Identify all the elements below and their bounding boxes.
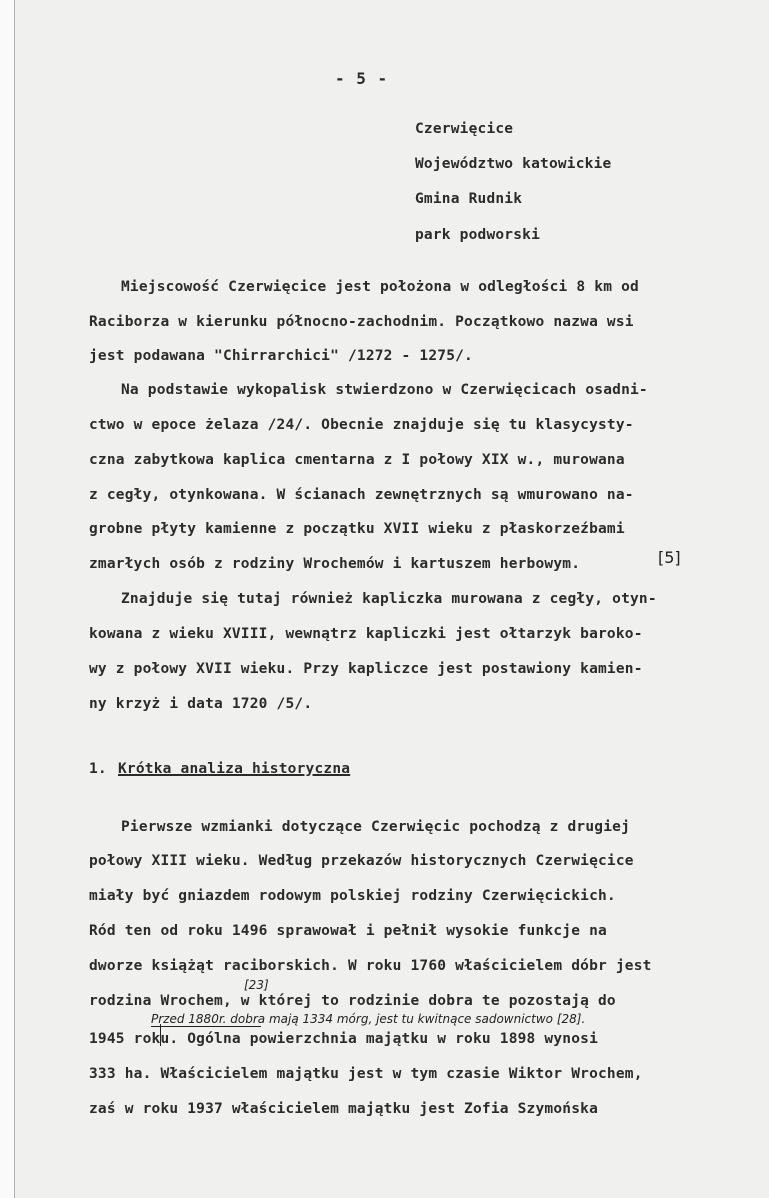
handwritten-insertion: Przed 1880r. dobra mają 1334 mórg, jest tu kwitnące sadownictwo [28]. — [151, 1012, 586, 1026]
paragraph4-line: zaś w roku 1937 właścicielem majątku jest Zofia Szymońska — [89, 1101, 598, 1117]
heading-place: Czerwięcice — [415, 121, 514, 137]
scan-left-edge — [0, 0, 14, 1198]
paragraph4-line: 333 ha. Właścicielem majątku jest w tym czasie Wiktor Wrochem, — [89, 1066, 643, 1082]
section-number: 1. — [89, 761, 107, 777]
paragraph2-line: czna zabytkowa kaplica cmentarna z I połowy XIX w., murowana — [89, 452, 625, 468]
paragraph3-line: ny krzyż i data 1720 /5/. — [89, 696, 313, 712]
paragraph2-line: grobne płyty kamienne z początku XVII wieku z płaskorzeźbami — [89, 521, 625, 537]
handwritten-reference-23: [23] — [244, 978, 269, 992]
document-page — [14, 0, 769, 1198]
handwritten-reference-5: [5] — [658, 548, 681, 567]
paragraph4-line: połowy XIII wieku. Według przekazów historycznych Czerwięcice — [89, 853, 634, 869]
paragraph4-line: rodzina Wrochem, w której to rodzinie dobra te pozostają do — [89, 993, 616, 1009]
handwritten-underline — [151, 1026, 261, 1027]
heading-commune: Gmina Rudnik — [415, 191, 523, 207]
paragraph2-line: zmarłych osób z rodziny Wrochemów i kartuszem herbowym. — [89, 556, 581, 572]
heading-object: park podworski — [415, 227, 541, 243]
paragraph1-line: Raciborza w kierunku północno-zachodnim. Początkowo nazwa wsi — [89, 314, 634, 330]
paragraph2-line: ctwo w epoce żelaza /24/. Obecnie znajduje się tu klasycysty- — [89, 417, 634, 433]
paragraph4-line: Ród ten od roku 1496 sprawował i pełnił wysokie funkcje na — [89, 923, 607, 939]
paragraph3-line: wy z połowy XVII wieku. Przy kapliczce jest postawiony kamien- — [89, 661, 643, 677]
paragraph4-line: miały być gniazdem rodowym polskiej rodziny Czerwięcickich. — [89, 888, 616, 904]
heading-voivodeship: Województwo katowickie — [415, 156, 612, 172]
paragraph3-line: kowana z wieku XVIII, wewnątrz kapliczki jest ołtarzyk baroko- — [89, 626, 643, 642]
paragraph2-line: z cegły, otynkowana. W ścianach zewnętrznych są wmurowano na- — [89, 487, 634, 503]
paragraph2-line: Na podstawie wykopalisk stwierdzono w Czerwięcicach osadni- — [121, 382, 648, 398]
section-title: Krótka analiza historyczna — [118, 761, 351, 777]
paragraph3-line: Znajduje się tutaj również kapliczka murowana z cegły, otyn- — [121, 591, 657, 607]
paragraph4-line: dworze książąt raciborskich. W roku 1760 właścicielem dóbr jest — [89, 958, 652, 974]
paragraph1-line: Miejscowość Czerwięcice jest położona w odległości 8 km od — [121, 279, 639, 295]
paragraph4-line: Pierwsze wzmianki dotyczące Czerwięcic pochodzą z drugiej — [121, 819, 630, 835]
paragraph1-line: jest podawana "Chirrarchici" /1272 - 1275/. — [89, 348, 473, 364]
page-number: - 5 - — [335, 69, 389, 88]
paragraph4-line: 1945 roku. Ogólna powierzchnia majątku w roku 1898 wynosi — [89, 1031, 598, 1047]
